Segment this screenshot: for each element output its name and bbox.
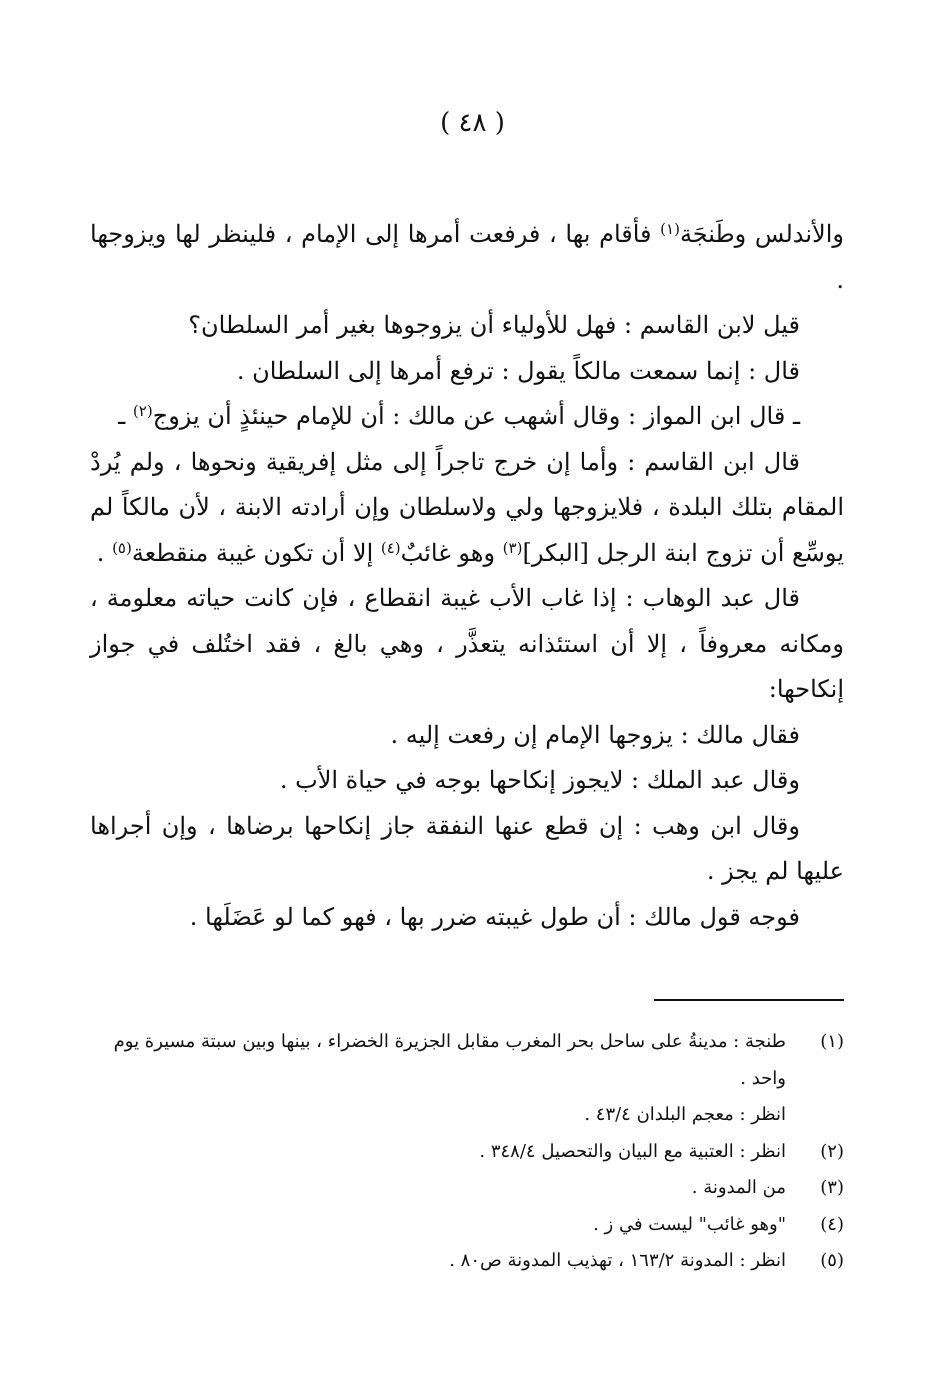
paragraph: قيل لابن القاسم : فهل للأولياء أن يزوجوها بغير أمر السلطان؟ <box>188 311 800 339</box>
footnote-text: "وهو غائب" ليست في ز . <box>593 1213 786 1235</box>
footnote-ref: (٢) <box>132 402 153 420</box>
paragraph: قال ابن القاسم : وأما إن خرج تاجراً إلى مثل إفريقية ونحوها ، ولم يُردْ المقام بتلك البلدة ، فلايزوجها ولي ولاسلطان وإن أرادته الابنة ، لأن مالكاً لم يوسِّع أن تزوج ابنة الرجل [البكر]$^{(٣)}$ وهو غائبٌ$^{(٤)}$ إلا أن تكون غيبة منقطعة$^{(٥)}$ . <box>90 447 844 567</box>
paragraph: وقال عبد الملك : لايجوز إنكاحها بوجه في حياة الأب . <box>279 766 800 794</box>
footnote-separator <box>654 999 844 1001</box>
paragraph: فقال مالك : يزوجها الإمام إن رفعت إليه . <box>390 720 800 749</box>
footnote <box>90 1134 844 1171</box>
footnote-number: (٤) <box>820 1213 844 1235</box>
footnote-ref: (١) <box>660 220 680 238</box>
footnote-text: انظر : العتبية مع البيان والتحصيل ٣٤٨/٤ . <box>479 1140 786 1162</box>
main-text <box>90 212 844 940</box>
paragraph: والأندلس وطَنجَة$^{(١)}$ فأقام بها ، فرفعت أمرها إلى الإمام ، فلينظر لها ويزوجها . <box>90 220 844 294</box>
footnote <box>90 1207 844 1244</box>
footnote-text: انظر : المدونة ١٦٣/٢ ، تهذيب المدونة ص٨٠ . <box>449 1250 786 1271</box>
paragraph: قال عبد الوهاب : إذا غاب الأب غيبة انقطاع ، فإن كانت حياته معلومة ، ومكانه معروفاً ، إلا أن استئذانه يتعذَّر ، وهي بالغ ، فقد اختُلف في جواز إنكاحها: <box>90 584 844 703</box>
footnote-number: (٥) <box>820 1250 844 1271</box>
footnotes <box>90 1024 844 1280</box>
footnote-text: من المدونة . <box>691 1177 786 1198</box>
footnote <box>90 1243 844 1280</box>
footnote-ref: (٣) <box>502 538 523 557</box>
footnote-number: (٢) <box>820 1140 844 1162</box>
footnote-ref: (٥) <box>112 538 132 557</box>
paragraph: ـ قال ابن المواز : وقال أشهب عن مالك : أن للإمام حينئذٍ أن يزوج$^{(٢)}$ ـ <box>118 402 800 430</box>
footnote-text: انظر : معجم البلدان ٤٣/٤ . <box>584 1104 786 1125</box>
paragraph: فوجه قول مالك : أن طول غيبته ضرر بها ، فهو كما لو عَضَلَها . <box>189 902 800 931</box>
paragraph: وقال ابن وهب : إن قطع عنها النفقة جاز إنكاحها برضاها ، وإن أجراها عليها لم يجز . <box>90 811 844 885</box>
footnote-text: طنجة : مدينةُ على ساحل بحر المغرب مقابل الجزيرة الخضراء ، بينها وبين سبتة مسيرة يوم واحد . <box>113 1031 786 1089</box>
page-number: ( ٤٨ ) <box>440 108 505 138</box>
paragraph: قال : إنما سمعت مالكاً يقول : ترفع أمرها إلى السلطان . <box>236 356 800 385</box>
footnote-ref: (٤) <box>380 538 401 557</box>
footnote-number: (٣) <box>820 1177 844 1198</box>
footnote <box>90 1170 844 1207</box>
footnote-number: (١) <box>820 1031 844 1052</box>
footnote <box>90 1024 844 1134</box>
